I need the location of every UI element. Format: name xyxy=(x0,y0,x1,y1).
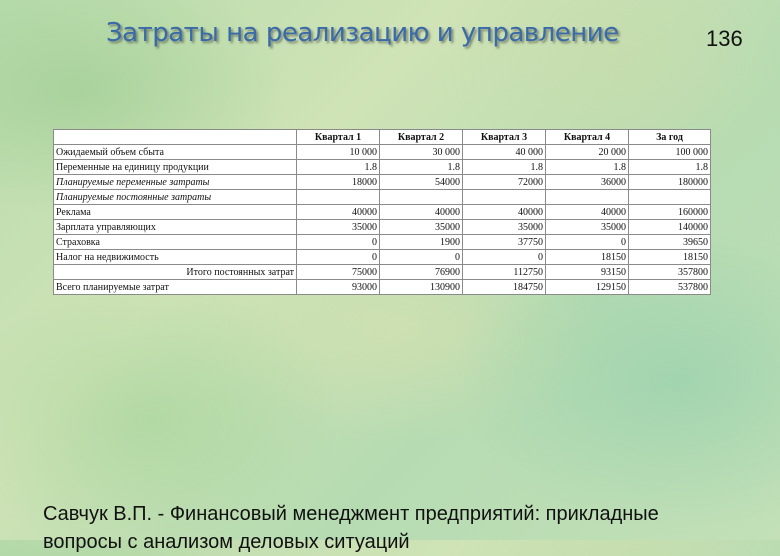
table-cell: 10 000 xyxy=(297,145,380,160)
column-header: Квартал 1 xyxy=(297,130,380,145)
table-cell: 35000 xyxy=(463,220,546,235)
table-cell: 93150 xyxy=(546,265,629,280)
table-cell: 129150 xyxy=(546,280,629,295)
table-cell: 357800 xyxy=(629,265,711,280)
page-number: 136 xyxy=(706,26,743,51)
table-cell: 40000 xyxy=(463,205,546,220)
table-cell: 130900 xyxy=(380,280,463,295)
table-cell: 0 xyxy=(546,235,629,250)
table-cell: 76900 xyxy=(380,265,463,280)
table-cell: 35000 xyxy=(380,220,463,235)
budget-table xyxy=(53,129,711,295)
table-cell: 35000 xyxy=(297,220,380,235)
table-cell: 40000 xyxy=(297,205,380,220)
table-cell: 537800 xyxy=(629,280,711,295)
table-row xyxy=(54,175,711,190)
table-cell: 1.8 xyxy=(629,160,711,175)
table-row xyxy=(54,205,711,220)
table-cell: 72000 xyxy=(463,175,546,190)
column-header: Квартал 2 xyxy=(380,130,463,145)
table-cell: 0 xyxy=(380,250,463,265)
row-label: Налог на недвижимость xyxy=(54,250,297,265)
row-label: Переменные на единицу продукции xyxy=(54,160,297,175)
table-cell: 160000 xyxy=(629,205,711,220)
column-header: За год xyxy=(629,130,711,145)
table-row xyxy=(54,160,711,175)
table-cell: 75000 xyxy=(297,265,380,280)
table-cell: 35000 xyxy=(546,220,629,235)
table-cell: 100 000 xyxy=(629,145,711,160)
table-cell: 18150 xyxy=(629,250,711,265)
row-label: Ожидаемый объем сбыта xyxy=(54,145,297,160)
row-label: Планируемые переменные затраты xyxy=(54,175,297,190)
table-row xyxy=(54,265,711,280)
table-cell: 93000 xyxy=(297,280,380,295)
table-cell: 40 000 xyxy=(463,145,546,160)
table-cell: 30 000 xyxy=(380,145,463,160)
row-label: Всего планируемые затрат xyxy=(54,280,297,295)
table-cell: 1.8 xyxy=(380,160,463,175)
table-cell: 1.8 xyxy=(297,160,380,175)
table-cell: 112750 xyxy=(463,265,546,280)
table-cell: 40000 xyxy=(380,205,463,220)
table-cell: 1.8 xyxy=(463,160,546,175)
table-cell: 54000 xyxy=(380,175,463,190)
table-cell: 37750 xyxy=(463,235,546,250)
table-row xyxy=(54,220,711,235)
table-header-row xyxy=(54,130,711,145)
table-cell xyxy=(546,190,629,205)
row-label: Реклама xyxy=(54,205,297,220)
table-row xyxy=(54,145,711,160)
table-cell: 184750 xyxy=(463,280,546,295)
table-cell: 140000 xyxy=(629,220,711,235)
table-row xyxy=(54,190,711,205)
table-cell: 0 xyxy=(463,250,546,265)
table-row xyxy=(54,250,711,265)
table-cell: 1900 xyxy=(380,235,463,250)
table-cell xyxy=(297,190,380,205)
table-cell: 18150 xyxy=(546,250,629,265)
table-cell xyxy=(380,190,463,205)
table-cell: 1.8 xyxy=(546,160,629,175)
column-header: Квартал 4 xyxy=(546,130,629,145)
page-title: Затраты на реализацию и управление xyxy=(106,18,619,48)
table-row xyxy=(54,235,711,250)
row-label: Страховка xyxy=(54,235,297,250)
row-label: Планируемые постоянные затраты xyxy=(54,190,297,205)
table-cell: 180000 xyxy=(629,175,711,190)
table-cell: 39650 xyxy=(629,235,711,250)
table-cell xyxy=(463,190,546,205)
column-header: Квартал 3 xyxy=(463,130,546,145)
table-row xyxy=(54,280,711,295)
table-cell: 0 xyxy=(297,235,380,250)
table-cell: 18000 xyxy=(297,175,380,190)
table-cell xyxy=(629,190,711,205)
table-cell: 0 xyxy=(297,250,380,265)
table-cell: 36000 xyxy=(546,175,629,190)
table-cell: 40000 xyxy=(546,205,629,220)
table-cell: 20 000 xyxy=(546,145,629,160)
footer-citation: Савчук В.П. - Финансовый менеджмент предприятий: прикладные вопросы с анализом деловых ситуаций xyxy=(43,503,659,553)
row-label: Зарплата управляющих xyxy=(54,220,297,235)
row-label: Итого постоянных затрат xyxy=(54,265,297,280)
column-header xyxy=(54,130,297,145)
